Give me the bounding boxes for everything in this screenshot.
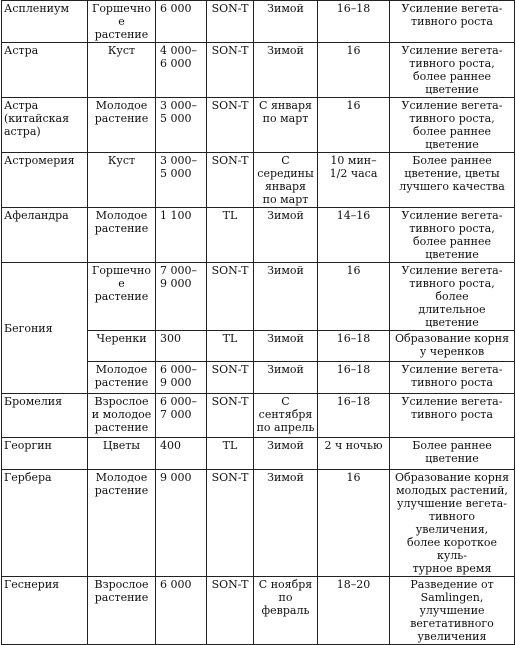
hours-cell: 10 мин– 1/2 часа (318, 153, 390, 208)
lamp-cell: SON-T (207, 362, 254, 394)
effect-cell: Усиление вегета- тивного роста, более длительное цветение (390, 263, 515, 331)
lux-cell: 4 000– 6 000 (156, 43, 207, 98)
material-cell: Взрослое и молодое растение (88, 394, 156, 438)
table-row (2, 394, 515, 438)
hours-cell: 14–16 (318, 208, 390, 263)
lux-cell: 6 000– 9 000 (156, 362, 207, 394)
lamp-cell: SON-T (207, 394, 254, 438)
plant-name-cell: Афеландра (2, 208, 88, 263)
lux-cell: 9 000 (156, 470, 207, 577)
effect-cell: Разведение от Samlingen, улучшение вегетативного увеличения (390, 577, 515, 645)
hours-cell: 16 (318, 470, 390, 577)
material-cell: Цветы (88, 438, 156, 470)
hours-cell: 16 (318, 263, 390, 331)
plant-name-cell: Бромелия (2, 394, 88, 438)
effect-cell: Более раннее цветение, цветы лучшего качества (390, 153, 515, 208)
effect-cell: Усиление вегета- тивного роста, более раннее цветение (390, 208, 515, 263)
effect-cell: Образование корня молодых растений, улучшение вегета- тивного увеличения, более короткое куль- турное время (390, 470, 515, 577)
material-cell: Молодое растение (88, 98, 156, 153)
lamp-cell: TL (207, 331, 254, 362)
hours-cell: 16–18 (318, 1, 390, 43)
effect-cell: Усиление вегета- тивного роста, более раннее цветение (390, 98, 515, 153)
lux-cell: 6 000 (156, 577, 207, 645)
table-row (2, 1, 515, 43)
table-row (2, 263, 515, 331)
hours-cell: 2 ч ночью (318, 438, 390, 470)
plant-name-cell: Астра (китайская астра) (2, 98, 88, 153)
period-cell: С сентября по апрель (254, 394, 318, 438)
table-row (2, 43, 515, 98)
period-cell: Зимой (254, 263, 318, 331)
lux-cell: 3 000– 5 000 (156, 98, 207, 153)
lamp-cell: SON-T (207, 153, 254, 208)
period-cell: Зимой (254, 331, 318, 362)
period-cell: С ноября по февраль (254, 577, 318, 645)
lux-cell: 7 000– 9 000 (156, 263, 207, 331)
lamp-cell: SON-T (207, 470, 254, 577)
lux-cell: 6 000 (156, 1, 207, 43)
period-cell: Зимой (254, 438, 318, 470)
lux-cell: 3 000– 5 000 (156, 153, 207, 208)
lamp-cell: TL (207, 208, 254, 263)
lamp-cell: SON-T (207, 1, 254, 43)
table-row (2, 470, 515, 577)
table-row (2, 98, 515, 153)
lighting-table (1, 0, 515, 645)
table-body (2, 1, 515, 645)
period-cell: С января по март (254, 98, 318, 153)
material-cell: Молодое растение (88, 470, 156, 577)
effect-cell: Образование корня у черенков (390, 331, 515, 362)
lamp-cell: SON-T (207, 98, 254, 153)
effect-cell: Усиление вегета- тивного роста (390, 362, 515, 394)
period-cell: С середины января по март (254, 153, 318, 208)
hours-cell: 16–18 (318, 362, 390, 394)
hours-cell: 16 (318, 98, 390, 153)
lamp-cell: SON-T (207, 263, 254, 331)
table-row (2, 577, 515, 645)
effect-cell: Более раннее цветение (390, 438, 515, 470)
period-cell: Зимой (254, 43, 318, 98)
period-cell: Зимой (254, 1, 318, 43)
effect-cell: Усиление вегета- тивного роста, более раннее цветение (390, 43, 515, 98)
material-cell: Черенки (88, 331, 156, 362)
plant-name-cell: Асплениум (2, 1, 88, 43)
material-cell: Куст (88, 153, 156, 208)
material-cell: Молодое растение (88, 208, 156, 263)
hours-cell: 16–18 (318, 394, 390, 438)
period-cell: Зимой (254, 208, 318, 263)
material-cell: Горшечное растение (88, 263, 156, 331)
lux-cell: 1 100 (156, 208, 207, 263)
lux-cell: 300 (156, 331, 207, 362)
plant-name-cell: Геснерия (2, 577, 88, 645)
lamp-cell: TL (207, 438, 254, 470)
plant-name-cell: Гербера (2, 470, 88, 577)
plant-name-cell: Георгин (2, 438, 88, 470)
effect-cell: Усиление вегета- тивного роста (390, 1, 515, 43)
hours-cell: 16–18 (318, 331, 390, 362)
table-row (2, 153, 515, 208)
hours-cell: 16 (318, 43, 390, 98)
material-cell: Куст (88, 43, 156, 98)
period-cell: Зимой (254, 362, 318, 394)
material-cell: Взрослое растение (88, 577, 156, 645)
material-cell: Молодое растение (88, 362, 156, 394)
plant-name-cell: Астра (2, 43, 88, 98)
lux-cell: 6 000– 7 000 (156, 394, 207, 438)
lamp-cell: SON-T (207, 43, 254, 98)
material-cell: Горшечное растение (88, 1, 156, 43)
table-row (2, 438, 515, 470)
plant-name-cell: Астромерия (2, 153, 88, 208)
table-row (2, 208, 515, 263)
hours-cell: 18–20 (318, 577, 390, 645)
effect-cell: Усиление вегета- тивного роста (390, 394, 515, 438)
plant-name-cell: Бегония (2, 263, 88, 394)
period-cell: Зимой (254, 470, 318, 577)
lux-cell: 400 (156, 438, 207, 470)
lamp-cell: SON-T (207, 577, 254, 645)
